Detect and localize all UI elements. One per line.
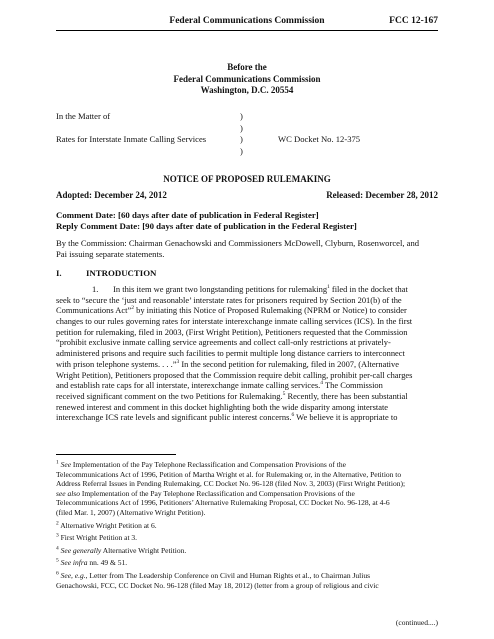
caption-subject: Rates for Interstate Inmate Calling Services [56,134,207,144]
footnote-number: 5 [56,558,59,564]
footnote-4 [56,546,438,556]
para-text: and establish rate caps for all interstate, interexchange inmate calling services. [56,380,321,391]
para-text: with prison telephone systems. . . .” [56,358,177,369]
footnote-ref[interactable]: 5 [282,391,286,398]
caption-right [278,111,438,146]
para-text: Communications Act” [56,305,132,316]
page-header [56,16,438,31]
footnote-ref[interactable]: 2 [131,305,134,312]
commission-line [56,238,438,260]
footnote-line: Genachowski, FCC, CC Docket No. 96-128 (filed May 18, 2012) (letter from a group of religious and civic [56,580,379,590]
para-line [56,305,438,316]
footnote-line [56,533,438,543]
footnote-text: See, e.g., Letter from The Leadership Conference on Civil and Human Rights et al., to Chairman Julius [60,570,371,580]
footnote-number: 1 [56,460,59,466]
footnote-text: First Wright Petition at 3. [60,533,138,543]
footnote-line: (filed Mar. 1, 2007) (Alternative Wright Petition). [56,507,206,517]
para-text: The Commission [323,380,383,391]
para-line: Wright Petition), Petitioners proposed that the Commission require debit calling, prohibit per-call charges [56,369,413,380]
footnote-line [56,521,438,531]
footnote-number: 4 [56,545,59,552]
footnote-line [56,571,438,581]
footnote-divider [56,454,176,455]
footnote-ref[interactable]: 1 [327,284,330,291]
footnote-line [56,546,438,556]
para-line [56,359,438,370]
footnote-text: Alternative Wright Petition at 6. [60,520,157,530]
comment-dates [56,210,438,232]
paren: ) [240,145,243,156]
para-line [56,284,438,295]
para-line [56,391,438,402]
footnotes [56,460,438,593]
para-line: changes to our rules governing rates for interstate interexchange inmate calling services (ICS). In the first [56,316,413,327]
para-number: 1. [92,284,99,294]
footnote-ref[interactable]: 3 [176,359,180,365]
footnote-line: Telecommunications Act of 1996, Petitioners’ Alternative Rulemaking Proposal, CC Docket No. 96-128, at 4-6 [56,498,390,508]
para-text: We believe it is appropriate to [294,412,398,423]
caption-in-matter: In the Matter of [56,111,111,121]
footnote-number: 2 [56,520,59,527]
footnote-number: 6 [56,570,59,577]
commission-text: By the Commission: Chairman Genachowski and Commissioners McDowell, Clyburn, Rosenworcel, and [56,238,420,248]
caption-parens [240,111,250,157]
document-title: NOTICE OF PROPOSED RULEMAKING [163,174,331,184]
paragraph-1 [56,284,438,423]
header-agency: Federal Communications Commission [169,16,325,26]
paren: ) [240,134,243,144]
section-heading [56,268,438,278]
dates-row [56,190,438,202]
footnote-line: Address Referral Issues in Pending Rulemaking, CC Docket No. 96-128 (filed Nov. 3, 2003) (First Wright Petition); [56,479,406,489]
footnote-text: See generally Alternative Wright Petition. [60,545,187,555]
paren: ) [240,122,243,133]
footnote-1 [56,460,438,518]
location-line: Washington, D.C. 20554 [200,85,294,95]
footnote-line: see also Implementation of the Pay Telephone Reclassification and Compensation Provisions of the [56,488,355,498]
para-text: received significant comment on the two Petitions for Rulemaking. [56,390,283,401]
caption-left [56,111,236,146]
footnote-line: Telecommunications Act of 1996, Petition of Martha Wright et al. for Rulemaking or, in the Alternative, Petition to [56,469,402,479]
footnote-line [56,558,438,568]
para-text: interexchange ICS rate levels and significant public interest concerns. [56,412,292,423]
para-text: Recently, there has been substantial [285,390,408,401]
footnote-number: 3 [56,533,59,539]
header-doc-number: FCC 12-167 [389,16,438,26]
para-line [56,380,438,391]
commission-text: Pai issuing separate statements. [56,249,165,259]
footnote-ref[interactable]: 6 [291,412,295,419]
footnote-3 [56,533,438,543]
comment-date: Comment Date: [60 days after date of publication in Federal Register] [56,210,319,220]
footnote-text: See infra nn. 49 & 51. [60,558,128,568]
para-text: In this item we grant two longstanding petitions for rulemaking [113,284,328,294]
para-line: petition for rulemaking, filed in 2003, (First Wright Petition), Petitioners requested that the Commission [56,326,408,337]
footnote-line [56,460,438,470]
before-line: Before the [227,62,267,72]
para-text: by initiating this Notice of Proposed Rulemaking (NPRM or Notice) to consider [133,305,407,316]
para-text: In the second petition for rulemaking, filed in 2007, (Alternative [179,358,399,369]
continued-note: (continued....) [395,618,438,627]
docket-number: WC Docket No. 12-375 [278,134,361,144]
footnote-text: See Implementation of the Pay Telephone Reclassification and Compensation Provisions of the [60,460,346,469]
section-title: INTRODUCTION [86,268,157,278]
footnote-5 [56,558,438,568]
agency-line: Federal Communications Commission [173,73,321,84]
released-date: Released: December 28, 2012 [326,190,438,200]
footnote-ref[interactable]: 4 [320,380,324,387]
para-line: administered prisons and require such facilities to permit multiple long distance carriers to interconnect [56,348,405,359]
before-block [0,62,494,97]
section-number: I. [56,268,62,278]
para-line: renewed interest and comment in this docket highlighting both the wide disparity among interstate [56,401,389,412]
paren: ) [240,111,243,121]
para-line: seek to “secure the ‘just and reasonable’ interstate rates for prisoners required by Section 201(b) of the [56,294,402,305]
adopted-date: Adopted: December 24, 2012 [56,190,167,200]
footnote-2 [56,521,438,531]
reply-comment-date: Reply Comment Date: [90 days after date of publication in the Federal Register] [56,221,357,231]
para-line [56,412,438,423]
footnote-6 [56,571,438,590]
para-line: “prohibit exclusive inmate calling service agreements and collect call-only restrictions at privately- [56,337,391,348]
para-text: filed in the docket that [329,284,408,294]
